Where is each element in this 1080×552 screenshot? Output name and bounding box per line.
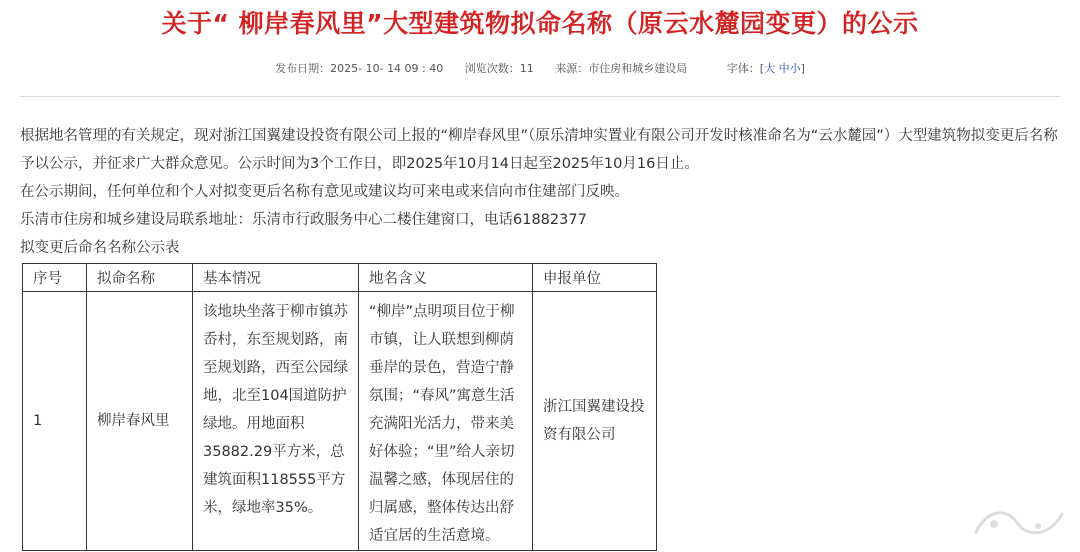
view-count-value: 11 [519, 62, 534, 75]
source-label: 来源： [555, 62, 589, 75]
view-count-label: 浏览次数： [464, 62, 520, 75]
table-header-row [23, 264, 657, 292]
cell-name: 柳岸春风里 [87, 292, 193, 551]
paragraph-feedback: 在公示期间，任何单位和个人对拟变更后名称有意见或建议均可来电或来信向市住建部门反映。 [20, 184, 629, 200]
font-size-bracket-open: [ [759, 62, 765, 75]
table-caption: 拟变更后命名名称公示表 [20, 240, 180, 256]
article-meta [0, 60, 1080, 78]
cell-no: 1 [23, 292, 87, 551]
font-size-label: 字体： [726, 62, 760, 75]
page-title: 关于“ 柳岸春风里”大型建筑物拟命名称（原云水麓园变更）的公示 [161, 9, 919, 38]
publish-date-label: 发布日期： [275, 62, 331, 75]
naming-table [22, 263, 657, 551]
font-size-small-link[interactable]: 小 [789, 62, 801, 75]
cell-basic: 该地块坐落于柳市镇苏岙村，东至规划路，南至规划路，西至公园绿地，北至104国道防护绿地。用地面积35882.29平方米，总建筑面积118555平方米，绿地率35%。 [193, 292, 359, 551]
font-size-large-link[interactable]: 大 [764, 62, 776, 75]
publish-date-value: 2025- 10- 14 09 : 40 [330, 62, 444, 75]
header-no: 序号 [23, 264, 87, 292]
paragraph-contact: 乐清市住房和城乡建设局联系地址：乐清市行政服务中心二楼住建窗口，电话61882377 [20, 212, 587, 228]
header-meaning: 地名含义 [359, 264, 533, 292]
table-row [23, 292, 657, 551]
cell-applicant: 浙江国翼建设投资有限公司 [533, 292, 657, 551]
header-name: 拟命名称 [87, 264, 193, 292]
font-size-medium-link[interactable]: 中 [778, 62, 790, 75]
header-basic: 基本情况 [193, 264, 359, 292]
font-size-bracket-close: ] [800, 62, 805, 75]
header-applicant: 申报单位 [533, 264, 657, 292]
article-body [20, 122, 1060, 262]
watermark-logo-icon [968, 502, 1068, 542]
cell-meaning: “柳岸”点明项目位于柳市镇，让人联想到柳荫垂岸的景色，营造宁静氛围；“春风”寓意生活充满阳光活力，带来美好体验；“里”给人亲切温馨之感，体现居住的归属感，整体传达出舒适宜居的生活意境。 [359, 292, 533, 551]
source-value: 市住房和城乡建设局 [588, 62, 688, 75]
header-divider [20, 96, 1060, 97]
paragraph-intro: 根据地名管理的有关规定，现对浙江国翼建设投资有限公司上报的“柳岸春风里”（原乐清坤实置业有限公司开发时核准命名为“云水麓园”）大型建筑物拟变更后名称予以公示，并征求广大群众意见。公示时间为3个工作日，即2025年10月14日起至2025年10月16日止。 [20, 128, 1058, 172]
